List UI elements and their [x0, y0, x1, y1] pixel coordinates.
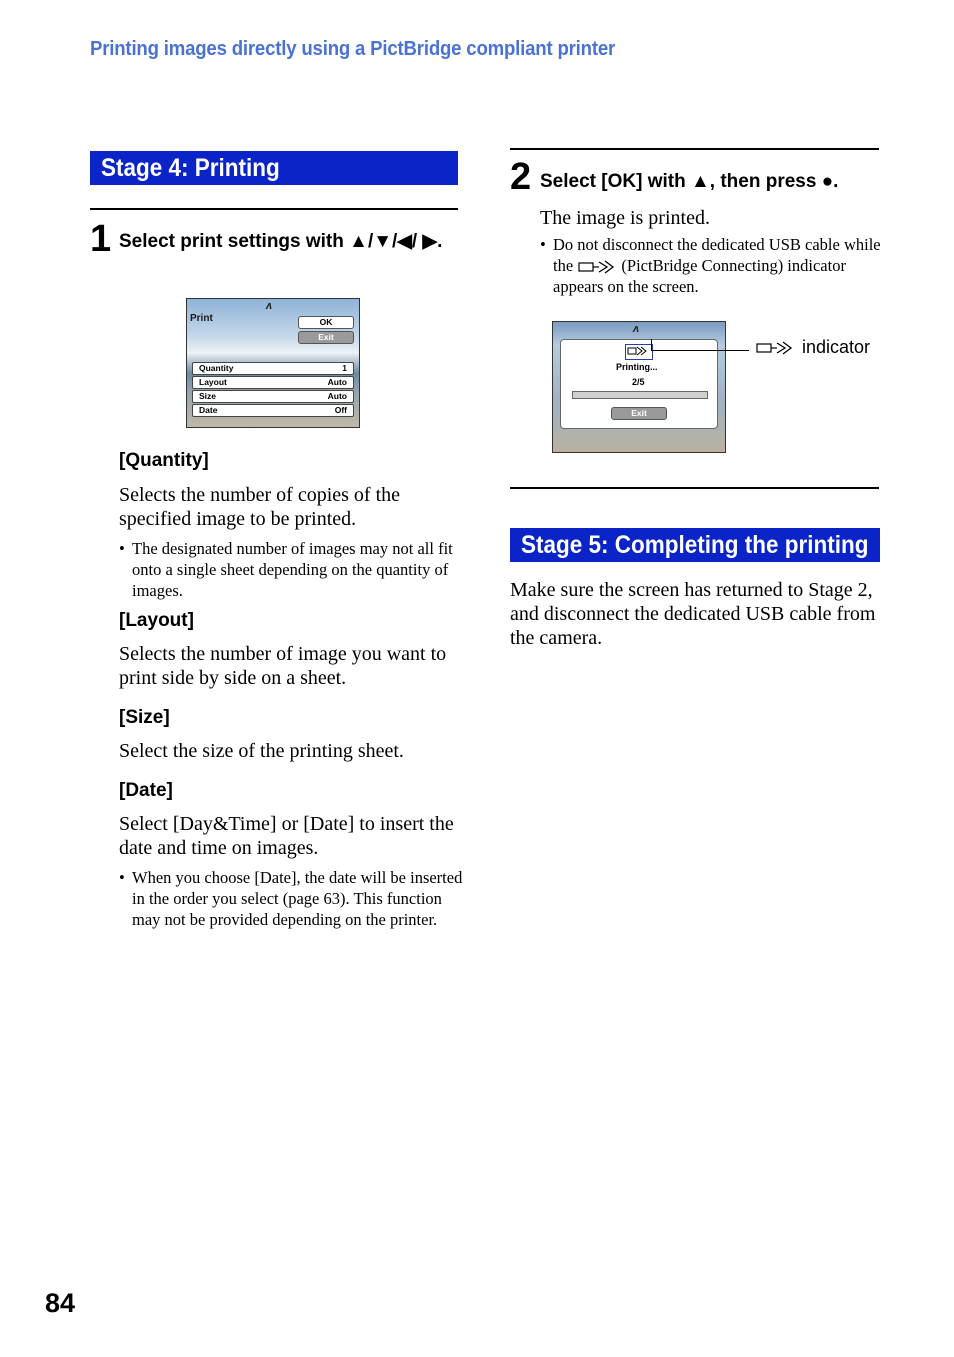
- print-progress-bar: [572, 391, 708, 399]
- size-body: Select the size of the printing sheet.: [119, 740, 404, 762]
- date-note-text: When you choose [Date], the date will be inserted in the order you select (page 63). This function may not be provided depending on the printer.: [132, 868, 463, 929]
- running-head: Printing images directly using a PictBridge compliant printer: [90, 38, 616, 60]
- stage4-title: Stage 4: Printing: [101, 154, 280, 182]
- quantity-note: • The designated number of images may not all fit onto a single sheet depending on the quantity of images.: [119, 539, 453, 600]
- step2-number: 2: [510, 156, 532, 198]
- setting-label: Date: [199, 405, 218, 415]
- layout-body: Selects the number of image you want to print side by side on a sheet.: [119, 643, 447, 689]
- setting-label: Size: [199, 391, 217, 401]
- setting-value: Off: [334, 405, 347, 415]
- step1-number: 1: [90, 218, 112, 260]
- callout-leader: [651, 350, 749, 351]
- printing-status: Printing...: [616, 362, 658, 372]
- quantity-heading: [Quantity]: [119, 450, 209, 471]
- layout-heading: [Layout]: [119, 610, 194, 631]
- print-screen-title: Print: [190, 313, 213, 324]
- step1-text: Select print settings with ▲/▼/◀/ ▶.: [119, 231, 443, 252]
- stage5-body: Make sure the screen has returned to Stage 2, and disconnect the dedicated USB cable from the camera.: [510, 579, 876, 649]
- setting-label: Quantity: [199, 363, 234, 373]
- step2-note: • Do not disconnect the dedicated USB cable while the (PictBridge Connecting) indicator appears on the screen.: [540, 235, 881, 297]
- pictbridge-connecting-icon: [755, 338, 797, 358]
- pictbridge-connecting-icon: [625, 344, 653, 360]
- setting-value: 1: [342, 363, 347, 373]
- setting-row-quantity[interactable]: [192, 362, 354, 375]
- setting-row-date[interactable]: [192, 404, 354, 417]
- date-note: • When you choose [Date], the date will be inserted in the order you select (page 63). This function may not be provided depending on the printer.: [119, 868, 463, 929]
- page-number: 84: [45, 1288, 76, 1318]
- camera-printing-screen: [552, 321, 726, 453]
- camera-mark-icon: ʌ: [266, 300, 273, 312]
- setting-value: Auto: [327, 391, 347, 401]
- indicator-label: indicator: [802, 337, 871, 357]
- exit-button[interactable]: Exit: [298, 331, 354, 344]
- pictbridge-connecting-icon: [577, 258, 617, 276]
- step2-body: The image is printed.: [540, 207, 710, 229]
- stage5-title: Stage 5: Completing the printing: [521, 531, 869, 559]
- divider-rule: [510, 487, 879, 489]
- usb-plug-icon: [627, 345, 651, 357]
- quantity-body: Selects the number of copies of the specified image to be printed.: [119, 484, 401, 530]
- step2-note-text-b: (PictBridge Connecting) indicator appears on the screen.: [553, 256, 846, 297]
- setting-row-size[interactable]: [192, 390, 354, 403]
- divider-rule: [90, 208, 458, 210]
- print-count: 2/5: [632, 377, 645, 387]
- date-heading: [Date]: [119, 780, 173, 801]
- quantity-note-text: The designated number of images may not all fit onto a single sheet depending on the quantity of images.: [132, 539, 453, 600]
- camera-print-screen: [186, 298, 360, 428]
- setting-label: Layout: [199, 377, 227, 387]
- date-body: Select [Day&Time] or [Date] to insert the date and time on images.: [119, 813, 454, 859]
- step2-text: Select [OK] with ▲, then press ●.: [540, 171, 839, 192]
- printing-panel: [560, 339, 718, 429]
- ok-button[interactable]: OK: [298, 316, 354, 329]
- step2-note-text-a: Do not disconnect the dedicated USB cable while the: [553, 235, 881, 275]
- stage5-title-bar: [510, 528, 880, 562]
- divider-rule: [510, 148, 879, 150]
- camera-mark-icon: ʌ: [633, 323, 640, 335]
- setting-value: Auto: [327, 377, 347, 387]
- indicator-callout: [755, 337, 870, 358]
- setting-row-layout[interactable]: [192, 376, 354, 389]
- exit-button[interactable]: Exit: [611, 407, 667, 420]
- size-heading: [Size]: [119, 707, 170, 728]
- stage4-title-bar: [90, 151, 458, 185]
